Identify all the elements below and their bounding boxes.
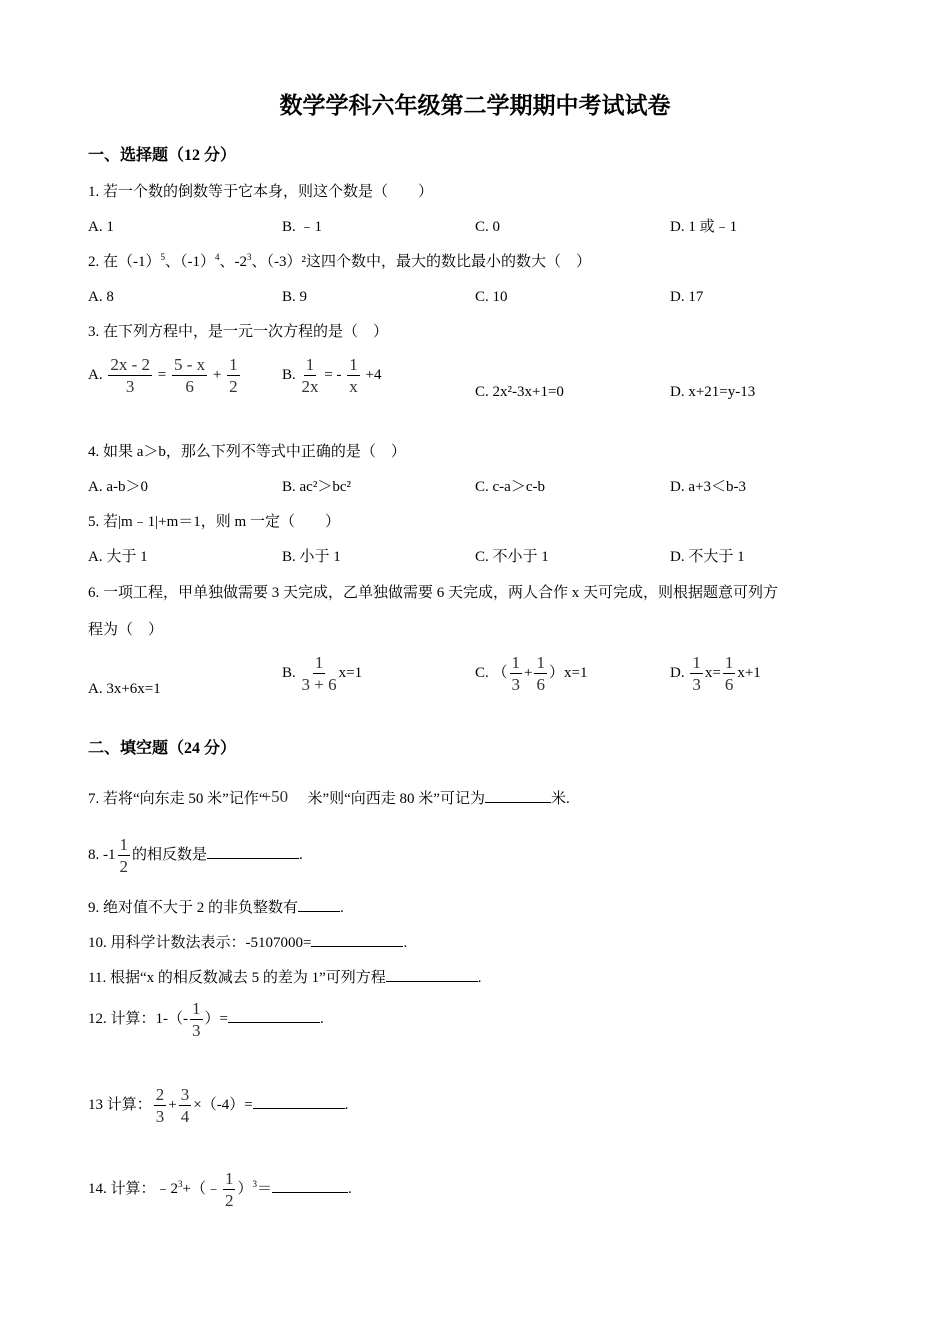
q1-option-d: D. 1 或﹣1: [670, 219, 738, 235]
answer-blank[interactable]: [298, 897, 340, 912]
q2-option-b: B. 9: [282, 289, 308, 305]
q12-part: ）=: [204, 1010, 228, 1027]
question-13: [88, 1086, 348, 1125]
numerator: 2x - 2: [110, 355, 151, 374]
question-4-stem: 4. 如果 a＞b，那么下列不等式中正确的是（ ）: [88, 444, 406, 460]
q7-value: +50: [261, 787, 289, 806]
denominator: 2: [119, 857, 128, 876]
denominator: 3: [155, 1107, 165, 1126]
fraction: [190, 1000, 203, 1039]
q14-exp: 3: [178, 1178, 183, 1189]
question-6-stem-line2: 程为（ ）: [88, 622, 164, 638]
denominator: 3: [125, 377, 135, 396]
numerator: 2: [155, 1085, 165, 1104]
q13-part: 13 计算：: [88, 1096, 152, 1113]
denominator: 4: [180, 1107, 190, 1126]
fraction: [108, 356, 152, 395]
period: .: [340, 900, 344, 916]
q2-part: 、-2: [219, 254, 247, 270]
period: .: [348, 1180, 352, 1197]
fraction: [227, 356, 240, 395]
q4-option-b: B. ac²＞bc²: [282, 479, 351, 495]
period: .: [319, 1010, 324, 1027]
option-label: B.: [282, 366, 296, 383]
numerator: 3: [180, 1085, 190, 1104]
section-heading-choice: 一、选择题（12 分）: [88, 147, 237, 164]
q2-exp: 5: [160, 252, 165, 262]
expression-tail: +4: [365, 366, 382, 383]
q3-option-a: [88, 356, 242, 395]
question-10: [88, 932, 407, 953]
q10-text: 10. 用科学计数法表示：-5107000=: [88, 935, 312, 951]
period: .: [477, 970, 482, 986]
q2-option-c: C. 10: [475, 289, 508, 305]
expression-tail: x+1: [737, 664, 761, 681]
option-label: D.: [670, 664, 685, 681]
answer-blank[interactable]: [207, 844, 299, 859]
denominator: 6: [536, 675, 545, 694]
q2-option-a: A. 8: [88, 289, 114, 305]
q6-option-b: [282, 654, 362, 693]
period: .: [344, 1096, 349, 1113]
q2-part: 2. 在（-1）: [88, 254, 161, 270]
q8-part: 的相反数是: [132, 846, 208, 863]
equals-sign: =: [324, 366, 333, 383]
q14-part: 14. 计算：﹣2: [88, 1180, 179, 1197]
fraction: [223, 1170, 236, 1209]
question-14: [88, 1170, 352, 1209]
numerator: 1: [692, 653, 701, 672]
answer-blank[interactable]: [386, 967, 478, 982]
q1-option-c: C. 0: [475, 219, 501, 235]
q2-option-d: D. 17: [670, 289, 704, 305]
denominator: 6: [185, 377, 194, 396]
q14-part: +（﹣: [182, 1180, 221, 1197]
fraction: [723, 654, 736, 693]
fraction: [302, 654, 337, 693]
q4-option-c: C. c-a＞c-b: [475, 479, 545, 495]
q6-option-c: [475, 654, 587, 693]
numerator: 1: [192, 999, 201, 1018]
denominator: 3: [692, 675, 701, 694]
numerator: 5 - x: [173, 355, 206, 374]
q1-option-b: B. ﹣1: [282, 219, 323, 235]
q4-option-d: D. a+3＜b-3: [670, 479, 746, 495]
numerator: 1: [536, 653, 545, 672]
answer-blank[interactable]: [311, 932, 403, 947]
denominator: 3: [511, 675, 521, 694]
q6-option-d: [670, 654, 761, 693]
numerator: 1: [314, 653, 324, 672]
question-6-stem-line1: 6. 一项工程，甲单独做需要 3 天完成，乙单独做需要 6 天完成，两人合作 x 天可完成，则根据题意可列方: [88, 585, 779, 601]
denominator: 2: [229, 377, 238, 396]
q12-part: 12. 计算：1-（-: [88, 1010, 188, 1027]
fraction: [510, 654, 523, 693]
fraction: [179, 1086, 192, 1125]
q13-part: ×（-4）=: [193, 1096, 253, 1113]
question-8: [88, 836, 303, 875]
q3-option-b: [282, 356, 381, 395]
q7-part: 7. 若将“向东走 50 米”记作“: [88, 791, 266, 807]
answer-blank[interactable]: [253, 1094, 345, 1109]
page-title: 数学学科六年级第二学期期中考试试卷: [279, 93, 671, 118]
fraction: [690, 654, 703, 693]
plus-sign: +: [524, 664, 533, 681]
numerator: 1: [229, 355, 238, 374]
denominator: 6: [724, 675, 734, 694]
minus-sign: -: [336, 366, 342, 383]
option-label: C. （: [475, 664, 508, 681]
numerator: 1: [224, 1169, 234, 1188]
answer-blank[interactable]: [272, 1178, 348, 1193]
question-7: [88, 788, 570, 809]
period: .: [299, 846, 303, 863]
q14-part: ）: [237, 1180, 253, 1197]
denominator: 2x: [301, 377, 319, 396]
q1-option-a: A. 1: [88, 219, 114, 235]
question-1-stem: 1. 若一个数的倒数等于它本身，则这个数是（ ）: [88, 184, 434, 200]
q14-part: ＝: [257, 1180, 273, 1197]
answer-blank[interactable]: [485, 788, 551, 803]
expression-middle: x=: [704, 664, 721, 681]
plus-sign: +: [168, 1096, 177, 1113]
denominator: 3 + 6: [301, 675, 337, 694]
question-12: [88, 1000, 324, 1039]
plus-sign: +: [212, 366, 222, 383]
q2-part: 、（-1）: [165, 254, 215, 270]
q2-exp: 3: [247, 252, 252, 262]
question-9: [88, 897, 344, 918]
q14-exp: 3: [252, 1178, 257, 1189]
denominator: 2: [224, 1191, 234, 1210]
denominator: 3: [192, 1021, 201, 1040]
q2-part: 、（-3）²这四个数中，最大的数比最小的数大（ ）: [251, 254, 591, 270]
q7-part: 米”则“向西走 80 米”可记为: [307, 791, 485, 807]
fraction: [534, 654, 547, 693]
q5-option-d: D. 不大于 1: [670, 549, 745, 565]
q8-part: 8. -1: [88, 846, 116, 863]
question-5-stem: 5. 若|m﹣1|+m＝1，则 m 一定（ ）: [88, 514, 340, 530]
equals-sign: =: [157, 366, 167, 383]
q5-option-c: C. 不小于 1: [475, 549, 549, 565]
fraction: [154, 1086, 167, 1125]
q2-exp: 4: [215, 252, 220, 262]
question-2-stem: [88, 252, 591, 272]
question-3-stem: 3. 在下列方程中，是一元一次方程的是（ ）: [88, 324, 389, 340]
fraction: [118, 836, 131, 875]
expression-tail: x=1: [338, 664, 363, 681]
fraction: [347, 356, 360, 395]
q5-option-a: A. 大于 1: [88, 549, 148, 565]
option-label: A.: [88, 366, 103, 383]
numerator: 1: [305, 355, 315, 374]
fraction: [172, 356, 207, 395]
numerator: 1: [119, 835, 128, 854]
q11-text: 11. 根据“x 的相反数减去 5 的差为 1”可列方程: [88, 970, 386, 986]
q9-text: 9. 绝对值不大于 2 的非负整数有: [88, 900, 299, 916]
option-label: B.: [282, 664, 296, 681]
numerator: 1: [724, 653, 734, 672]
q6-option-a: A. 3x+6x=1: [88, 681, 161, 697]
q4-option-a: A. a-b＞0: [88, 479, 148, 495]
q7-part: 米.: [550, 791, 570, 807]
q5-option-b: B. 小于 1: [282, 549, 341, 565]
denominator: x: [349, 377, 358, 396]
period: .: [403, 935, 408, 951]
question-11: [88, 967, 482, 988]
expression-tail: ）x=1: [548, 664, 588, 681]
answer-blank[interactable]: [228, 1008, 320, 1023]
q3-option-d: D. x+21=y-13: [670, 384, 756, 400]
section-heading-fill: 二、填空题（24 分）: [88, 740, 237, 757]
q3-option-c: C. 2x²-3x+1=0: [475, 384, 564, 400]
numerator: 1: [349, 355, 358, 374]
fraction: [302, 356, 319, 395]
numerator: 1: [511, 653, 521, 672]
